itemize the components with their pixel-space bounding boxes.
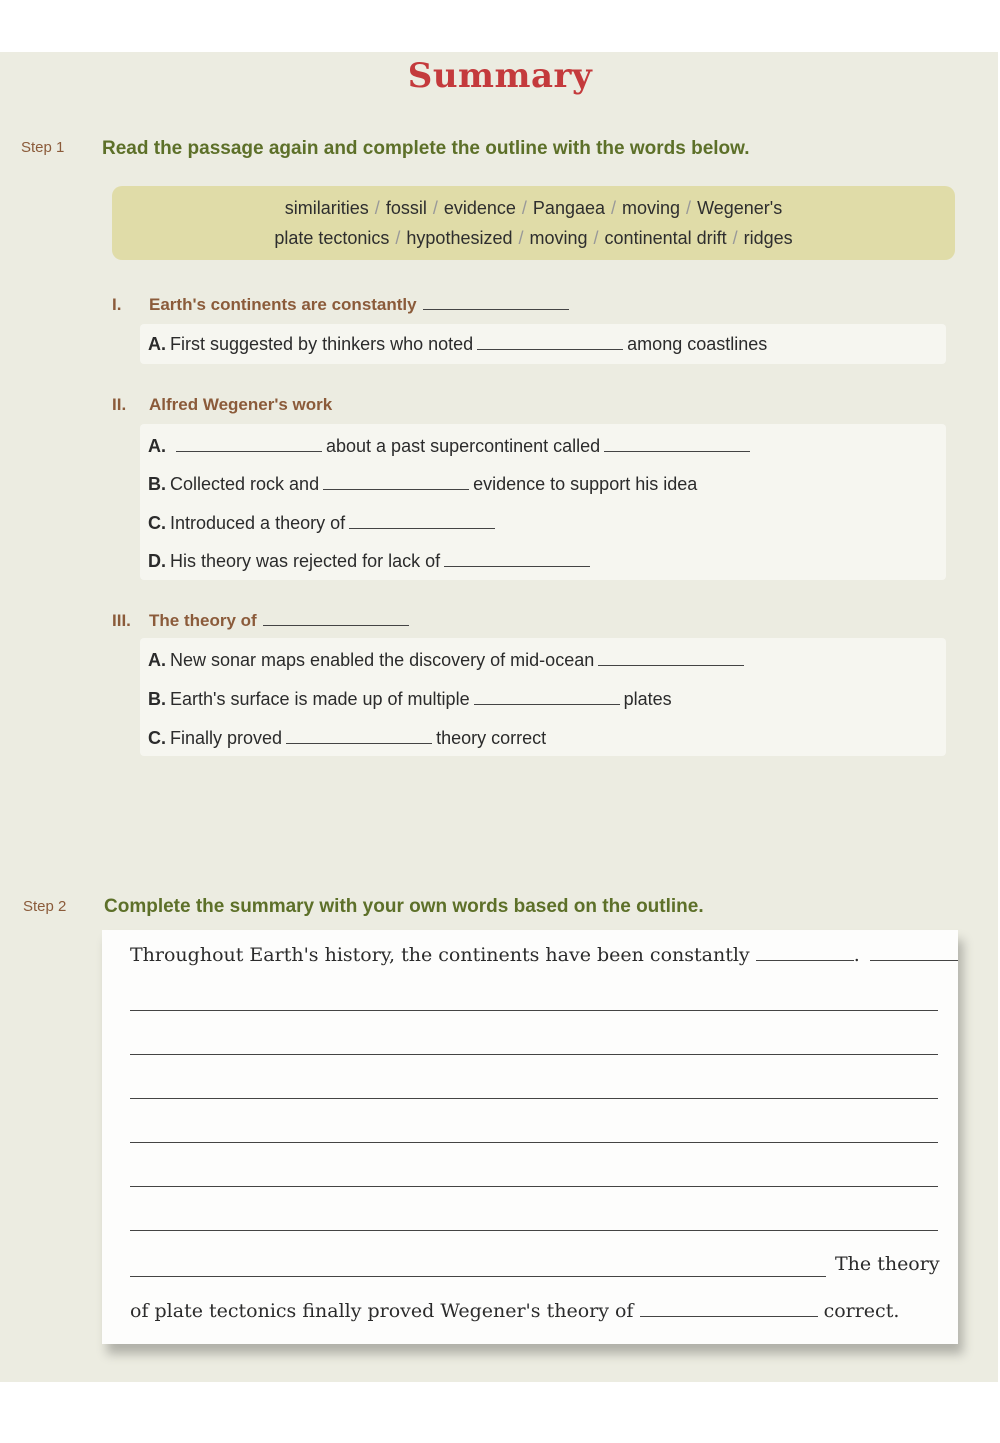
word-bank-line1: similarities / fossil / evidence / Pangaea / moving / Wegener's xyxy=(284,198,783,218)
outline-item-2a: A. about a past supercontinent called xyxy=(148,435,754,457)
writing-line[interactable] xyxy=(130,1054,938,1055)
answer-blank[interactable] xyxy=(444,550,590,567)
writing-line[interactable] xyxy=(130,1142,938,1143)
answer-blank[interactable] xyxy=(286,727,432,744)
step2-label: Step 2 xyxy=(23,898,67,915)
outline-item-3c: C. Finally proved theory correct xyxy=(148,728,547,748)
summary-writing-box xyxy=(102,930,958,1344)
summary-line-1: Throughout Earth's history, the continents have been constantly . xyxy=(130,944,958,966)
answer-blank[interactable] xyxy=(640,1300,818,1317)
outline-item-2d: D. His theory was rejected for lack of xyxy=(148,550,594,572)
word-bank-word: Pangaea xyxy=(532,198,605,218)
word-bank-word: evidence xyxy=(443,198,516,218)
page-title: Summary xyxy=(407,56,593,96)
outline-item-3a: A. New sonar maps enabled the discovery of mid-ocean xyxy=(148,649,748,671)
writing-line[interactable] xyxy=(130,1010,938,1011)
word-bank-word: hypothesized xyxy=(406,228,513,248)
step1-label: Step 1 xyxy=(21,139,65,156)
writing-line[interactable] xyxy=(130,1098,938,1099)
word-bank-word: similarities xyxy=(284,198,369,218)
answer-blank[interactable] xyxy=(176,435,322,452)
answer-blank[interactable] xyxy=(263,609,409,626)
answer-blank[interactable] xyxy=(349,512,495,529)
answer-blank[interactable] xyxy=(323,473,469,490)
word-bank-word: moving xyxy=(622,198,681,218)
outline-section-1-heading: I. Earth's continents are constantly xyxy=(112,293,573,315)
outline-section-3-heading: III. The theory of xyxy=(112,609,413,631)
answer-blank[interactable] xyxy=(477,333,623,350)
outline-item-3b: B. Earth's surface is made up of multiple plates xyxy=(148,689,672,709)
word-bank-word: moving xyxy=(529,228,588,248)
answer-blank[interactable] xyxy=(474,688,620,705)
outline-item-1a: A. First suggested by thinkers who noted among coastlines xyxy=(148,334,768,354)
writing-line[interactable] xyxy=(130,1186,938,1187)
word-bank-word: ridges xyxy=(743,228,793,248)
summary-final-line: of plate tectonics finally proved Wegener's theory of correct. xyxy=(130,1300,900,1322)
outline-item-2c: C. Introduced a theory of xyxy=(148,512,499,534)
step2-instruction: Complete the summary with your own words based on the outline. xyxy=(104,896,704,917)
writing-line[interactable] xyxy=(130,1276,826,1277)
step1-instruction: Read the passage again and complete the outline with the words below. xyxy=(102,138,750,159)
writing-line[interactable] xyxy=(130,1230,938,1231)
word-bank-word: Wegener's xyxy=(697,198,783,218)
answer-blank[interactable] xyxy=(598,649,744,666)
word-bank-word: plate tectonics xyxy=(274,228,390,248)
answer-blank[interactable] xyxy=(604,435,750,452)
word-bank-word: continental drift xyxy=(604,228,727,248)
answer-blank[interactable] xyxy=(423,293,569,310)
answer-blank[interactable] xyxy=(756,944,854,961)
summary-theory-start: The theory xyxy=(835,1253,940,1275)
outline-item-2b: B. Collected rock and evidence to support his idea xyxy=(148,474,698,494)
outline-section-2-heading: II. Alfred Wegener's work xyxy=(112,395,333,414)
word-bank-line2: plate tectonics / hypothesized / moving / continental drift / ridges xyxy=(274,228,793,248)
answer-blank[interactable] xyxy=(870,944,958,961)
word-bank-word: fossil xyxy=(385,198,427,218)
word-bank xyxy=(112,186,955,260)
